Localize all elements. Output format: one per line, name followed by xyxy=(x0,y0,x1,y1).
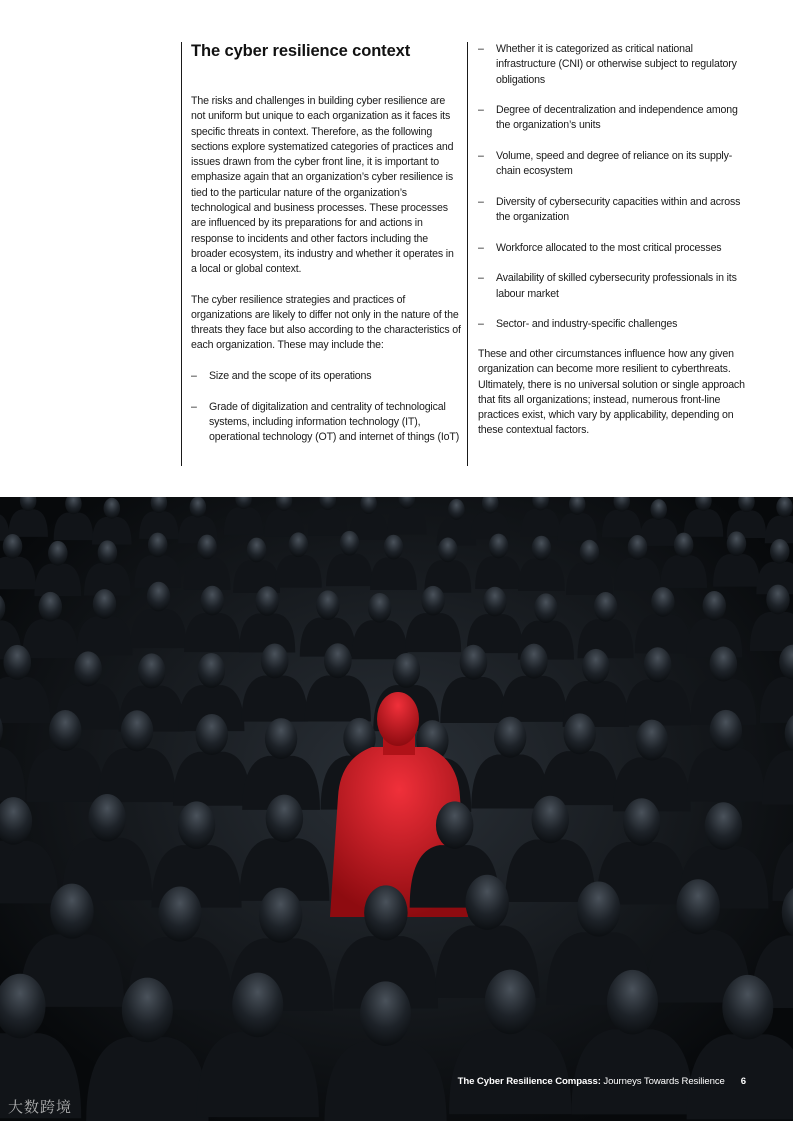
crowd-illustration xyxy=(0,497,793,1121)
bullet-dash: – xyxy=(478,150,484,163)
page-footer xyxy=(458,1076,746,1087)
list-item: – Whether it is categorized as critical national infrastructure (CNI) or otherwise subject to regulatory obligations xyxy=(478,43,737,86)
right-column xyxy=(467,42,747,466)
intro-paragraph: The risks and challenges in building cyber resilience are not uniform but unique to each organization as it faces its specific threats in context. Therefore, as the following sections explore systematized categories of practices and issues drawn from the cyber front line, it is important to emphasize again that an organization’s cyber resilience is tied to the particular nature of the organization’s technological and business processes. These processes are influenced by its preparations for and actions in response to incidents and other factors including the broader ecosystem, its industry and whether it operates in a local or global context. xyxy=(191,95,454,276)
page-number: 6 xyxy=(740,1076,746,1087)
list-item: – Grade of digitalization and centrality of technological systems, including information technology (IT), operational technology (OT) and internet of things (IoT) xyxy=(191,400,460,444)
left-bullet-list xyxy=(191,369,461,446)
list-item: – Availability of skilled cybersecurity professionals in its labour market xyxy=(478,272,737,300)
left-column xyxy=(181,42,461,466)
crowd-red-figure-image xyxy=(0,497,793,1121)
bullet-dash: – xyxy=(478,104,484,117)
bullet-dash: – xyxy=(478,43,484,55)
list-item: – Degree of decentralization and independence among the organization’s units xyxy=(478,104,738,132)
right-bullet-list xyxy=(478,42,747,333)
list-item: – Volume, speed and degree of reliance on its supply-chain ecosystem xyxy=(478,150,733,178)
closing-paragraph: These and other circumstances influence how any given organization can become more resilient to cyberthreats. Ultimately, there is no universal solution or single approach that fits all organizations; instead, numerous front-line practices exist, which vary by applicability, depending on these contextual factors. xyxy=(478,347,745,437)
page-title: The cyber resilience context xyxy=(191,42,411,60)
list-item: – Sector- and industry-specific challenges xyxy=(478,317,747,332)
publication-subtitle: Journeys Towards Resilience xyxy=(600,1076,725,1087)
watermark-text: 大数跨境 xyxy=(8,1099,73,1116)
bullet-dash: – xyxy=(478,241,484,254)
bullet-dash: – xyxy=(191,400,197,413)
bullet-dash: – xyxy=(478,195,484,208)
bullet-dash: – xyxy=(478,272,484,285)
watermark-logo xyxy=(8,1096,72,1117)
characteristics-paragraph: The cyber resilience strategies and practices of organizations are likely to differ not only in the nature of the threats they face but also according to the characteristics of each organization. These may include the: xyxy=(191,293,461,352)
bullet-dash: – xyxy=(191,369,197,382)
list-item: – Workforce allocated to the most critical processes xyxy=(478,241,747,256)
list-item: – Diversity of cybersecurity capacities within and across the organization xyxy=(478,195,741,224)
publication-title: The Cyber Resilience Compass: xyxy=(457,1076,601,1087)
list-item: – Size and the scope of its operations xyxy=(191,369,461,384)
bullet-dash: – xyxy=(478,318,484,331)
